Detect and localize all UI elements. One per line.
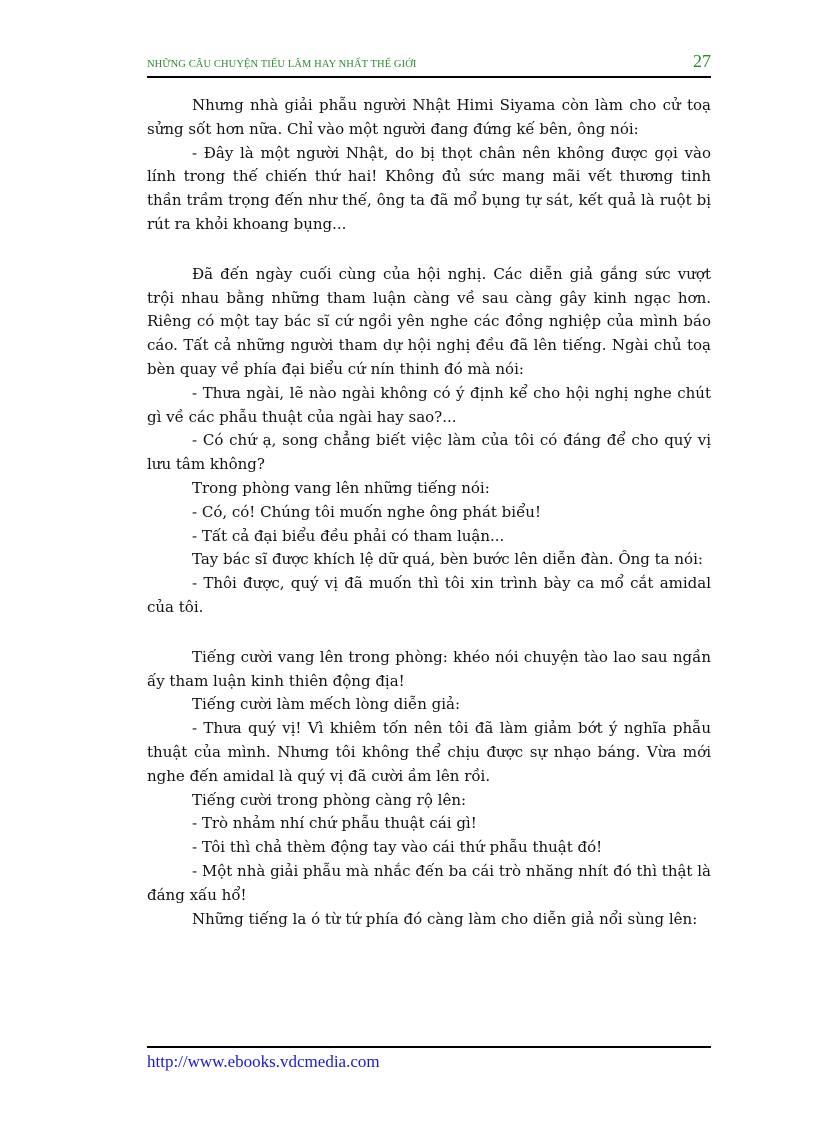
paragraph: - Thưa quý vị! Vì khiêm tốn nên tôi đã làm giảm bớt ý nghĩa phẫu thuật của mình. Nhưng tôi không thể chịu được sự nhạo báng. Vừa mới nghe đến amidal là quý vị đã cười ầm lên rồi. [147, 719, 711, 785]
paragraph: Nhưng nhà giải phẫu người Nhật Himi Siyama còn làm cho cử toạ sửng sốt hơn nữa. Chỉ vào một người đang đứng kế bên, ông nói: [147, 96, 711, 138]
paragraph: Tay bác sĩ được khích lệ dữ quá, bèn bước lên diễn đàn. Ông ta nói: [192, 550, 703, 569]
paragraph: - Thôi được, quý vị đã muốn thì tôi xin trình bày ca mổ cắt amidal của tôi. [147, 574, 711, 616]
paragraph: Những tiếng la ó từ tứ phía đó càng làm cho diễn giả nổi sùng lên: [192, 909, 698, 928]
running-title: NHỮNG CÂU CHUYỆN TIẾU LÂM HAY NHẤT THẾ GIỚI [147, 59, 417, 70]
paragraph: - Trò nhảm nhí chứ phẫu thuật cái gì! [192, 814, 477, 833]
paragraph: - Tôi thì chả thèm động tay vào cái thứ phẫu thuật đó! [192, 838, 603, 857]
paragraph: - Có chứ ạ, song chẳng biết việc làm của tôi có đáng để cho quý vị lưu tâm không? [147, 431, 711, 474]
paragraph: Đã đến ngày cuối cùng của hội nghị. Các diễn giả gắng sức vượt trội nhau bằng những tham luận càng về sau càng gây kinh ngạc hơn. Riêng có một tay bác sĩ cứ ngồi yên nghe các đồng nghiệp của mình báo cáo. Tất cả những người tham dự hội nghị đều đã lên tiếng. Ngài chủ toạ bèn quay về phía đại biểu cứ nín thinh đó mà nói: [147, 264, 711, 378]
page-number: 27 [693, 51, 711, 71]
paragraph: - Thưa ngài, lẽ nào ngài không có ý định kể cho hội nghị nghe chút gì về các phẫu thuật của ngài hay sao?... [147, 383, 711, 426]
footer-divider [147, 1046, 711, 1048]
footer-url-link[interactable]: http://www.ebooks.vdcmedia.com [147, 1052, 380, 1071]
paragraph: - Có, có! Chúng tôi muốn nghe ông phát biểu! [192, 502, 541, 521]
body-text [147, 94, 711, 931]
paragraph: Tiếng cười làm mếch lòng diễn giả: [192, 695, 461, 714]
paragraph: Tiếng cười trong phòng càng rộ lên: [192, 790, 467, 809]
paragraph: - Một nhà giải phẫu mà nhắc đến ba cái trò nhăng nhít đó thì thật là đáng xấu hổ! [147, 861, 711, 904]
paragraph: - Tất cả đại biểu đều phải có tham luận... [192, 526, 505, 545]
paragraph: Tiếng cười vang lên trong phòng: khéo nói chuyện tào lao sau ngần ấy tham luận kinh thiên động địa! [147, 647, 711, 690]
page-header [147, 50, 711, 78]
paragraph: Trong phòng vang lên những tiếng nói: [192, 478, 490, 497]
paragraph: - Đây là một người Nhật, do bị thọt chân nên không được gọi vào lính trong thế chiến thứ hai! Không đủ sức mang mãi vết thương tinh thần trầm trọng đến như thế, ông ta đã mổ bụng tự sát, kết quả là ruột bị rút ra khỏi khoang bụng... [147, 143, 711, 233]
